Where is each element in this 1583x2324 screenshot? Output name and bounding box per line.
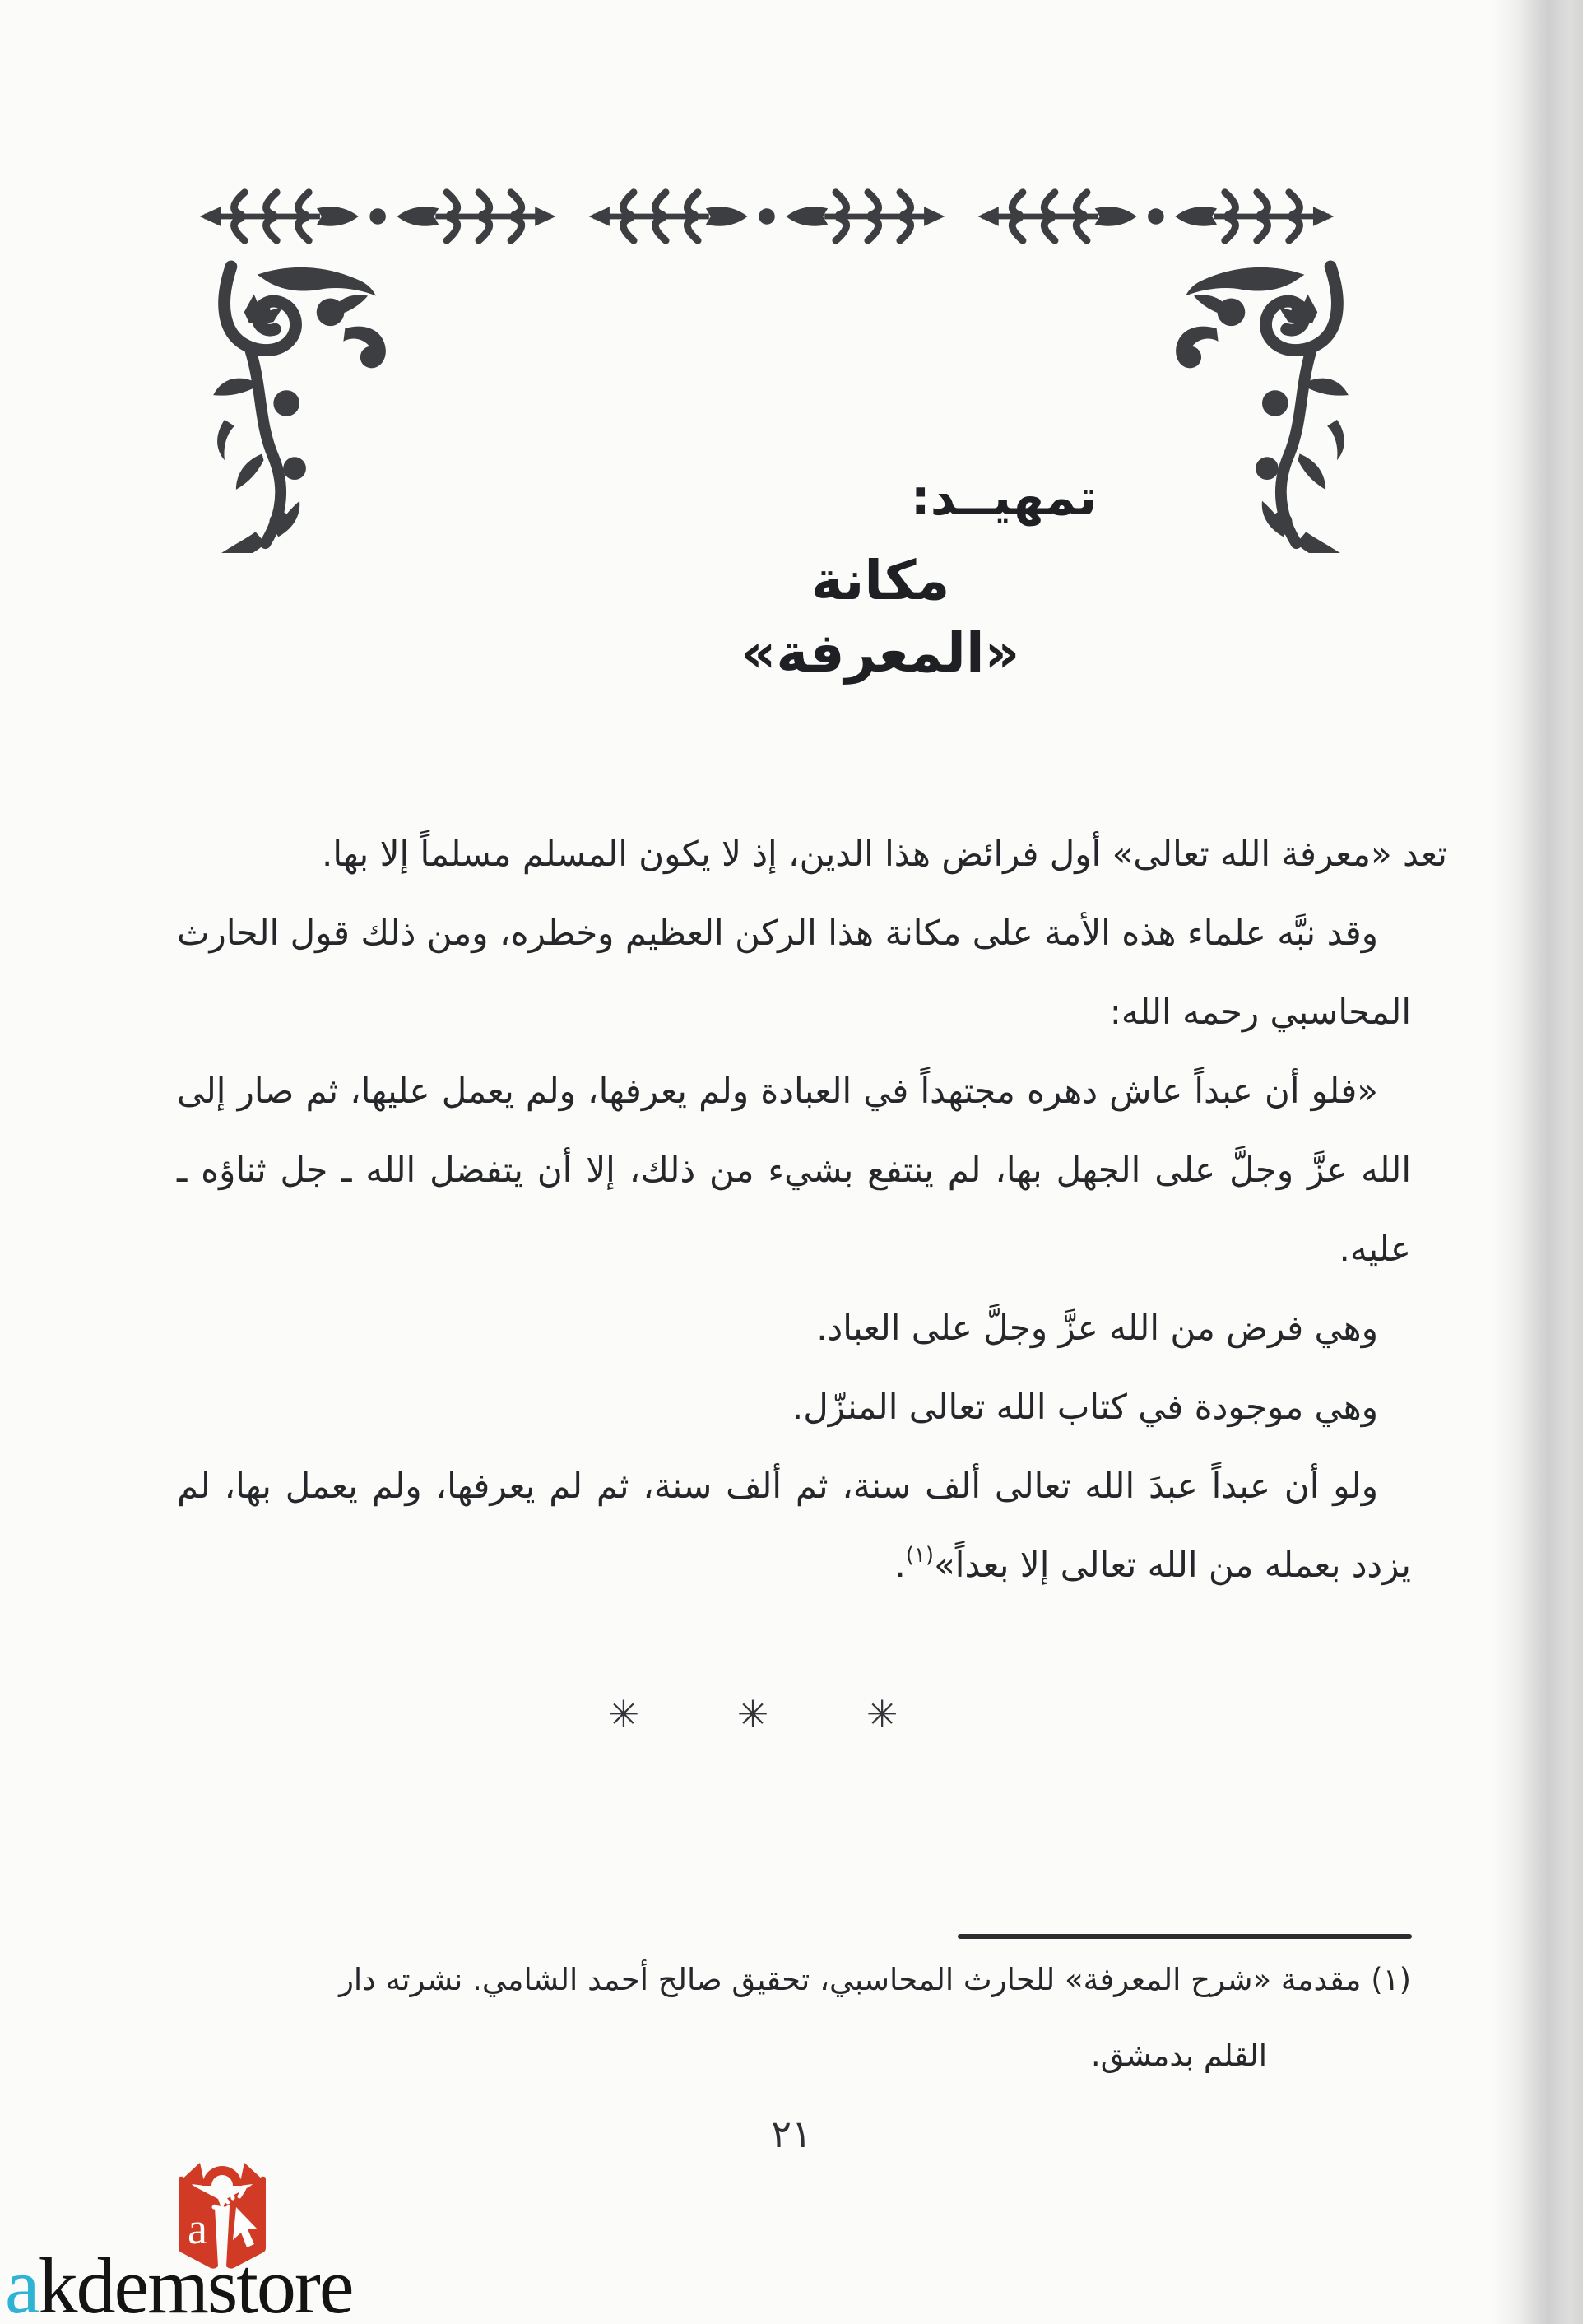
section-title: تمهيــد: <box>910 469 1098 527</box>
body-text <box>177 815 1447 1605</box>
paragraph-2: وقد نبَّه علماء هذه الأمة على مكانة هذا الركن العظيم وخطره، ومن ذلك قول الحارث المحاسبي رحمه الله: <box>177 913 1411 1032</box>
brand-rest: kdemstore <box>38 2242 353 2324</box>
section-subtitle: مكانة «المعرفة» <box>740 549 1020 685</box>
quote-paragraph-2: وهي فرض من الله عزَّ وجلَّ على العباد. <box>816 1308 1378 1348</box>
quote-paragraph-4 <box>177 1447 1411 1605</box>
brand-first-letter: a <box>5 2242 39 2324</box>
page-edge-shadow <box>1491 0 1583 2324</box>
quote-paragraph-3: وهي موجودة في كتاب الله تعالى المنزّل. <box>792 1387 1378 1427</box>
quote-paragraph-4-text: ولو أن عبداً عبدَ الله تعالى ألف سنة، ثم ألف سنة، ثم لم يعرفها، ولم يعمل بها، لم يزدد بعمله من الله تعالى إلا بعداً» <box>177 1466 1411 1585</box>
footnote-reference: (١) <box>905 1543 935 1568</box>
footnote-line-1: (١) مقدمة «شرح المعرفة» للحارث المحاسبي، تحقيق صالح أحمد الشامي. نشرته دار <box>339 1962 1411 1997</box>
logo-letter: a <box>188 2204 207 2253</box>
quote-paragraph-4-period: . <box>894 1545 906 1585</box>
footnote-line-2: القلم بدمشق. <box>1090 2038 1267 2073</box>
asterisk-separator: ✳ ✳ ✳ <box>607 1692 941 1736</box>
floral-corner-right-icon <box>1172 260 1354 553</box>
quote-paragraph-1: «فلو أن عبداً عاش دهره مجتهداً في العبادة ولم يعرفها، ولم يعمل عليها، ثم صار إلى الله عزَّ وجلَّ على الجهل بها، لم ينتفع بشيء من ذلك، إلا أن يتفضل الله ـ جل ثناؤه ـ عليه. <box>177 1071 1411 1269</box>
brand-wordmark <box>5 2242 353 2324</box>
arrow-vine-border-icon <box>185 184 1349 249</box>
footnote <box>177 1942 1411 2094</box>
floral-corner-left-icon <box>207 260 390 553</box>
page-number: ٢١ <box>771 2112 812 2156</box>
footnote-rule <box>958 1934 1412 1939</box>
paragraph-1: تعد «معرفة الله تعالى» أول فرائض هذا الدين، إذ لا يكون المسلم مسلماً إلا بها. <box>322 834 1447 874</box>
watermark <box>0 2148 510 2324</box>
